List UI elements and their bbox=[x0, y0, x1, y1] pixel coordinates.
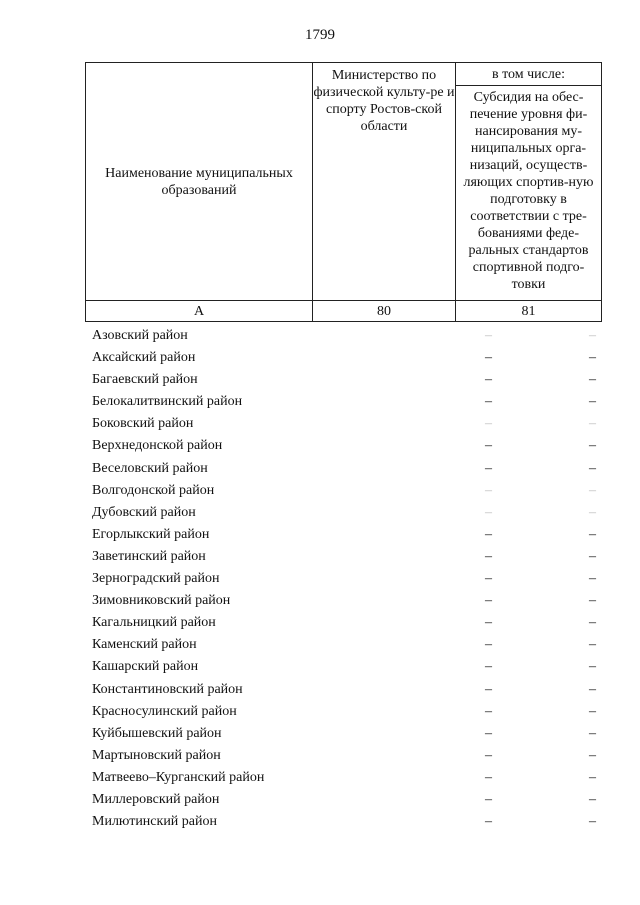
ministry-value: – bbox=[485, 659, 492, 675]
ministry-value: – bbox=[485, 703, 492, 719]
subsidy-value: – bbox=[589, 372, 596, 388]
table-row bbox=[0, 568, 640, 590]
municipality-name: Мартыновский район bbox=[92, 747, 221, 763]
subsidy-value: – bbox=[589, 593, 596, 609]
ministry-value: – bbox=[485, 460, 492, 476]
subsidy-value: – bbox=[589, 526, 596, 542]
subsidy-value: – bbox=[589, 460, 596, 476]
subsidy-value: – bbox=[589, 571, 596, 587]
ministry-value: – bbox=[485, 814, 492, 830]
municipality-name: Миллеровский район bbox=[92, 791, 220, 807]
subsidy-value: – bbox=[589, 328, 596, 343]
table-row bbox=[0, 347, 640, 369]
ministry-value: – bbox=[485, 526, 492, 542]
header-including: в том числе: bbox=[456, 63, 602, 86]
table-row bbox=[0, 701, 640, 723]
table-row bbox=[0, 634, 640, 656]
table-row bbox=[0, 524, 640, 546]
subsidy-value: – bbox=[589, 504, 596, 520]
ministry-value: – bbox=[485, 593, 492, 609]
subsidy-value: – bbox=[589, 438, 596, 454]
ministry-value: – bbox=[485, 571, 492, 587]
ministry-value: – bbox=[485, 372, 492, 388]
subsidy-value: – bbox=[589, 416, 596, 432]
header-ministry: Министерство по физической культу-ре и спорту Ростов-ской области bbox=[313, 63, 456, 301]
municipality-name: Егорлыкский район bbox=[92, 526, 210, 542]
municipality-name: Аксайский район bbox=[92, 350, 196, 366]
table-row bbox=[0, 723, 640, 745]
municipality-name: Багаевский район bbox=[92, 372, 198, 388]
subsidy-value: – bbox=[589, 814, 596, 830]
municipality-name: Зимовниковский район bbox=[92, 593, 231, 609]
index-cell-a: А bbox=[86, 301, 313, 322]
page-number: 1799 bbox=[305, 27, 335, 43]
ministry-value: – bbox=[485, 769, 492, 785]
table-row bbox=[0, 789, 640, 811]
index-cell-81: 81 bbox=[456, 301, 602, 322]
municipality-name: Кашарский район bbox=[92, 659, 199, 675]
ministry-value: – bbox=[485, 791, 492, 807]
table-row bbox=[0, 546, 640, 568]
subsidy-value: – bbox=[589, 637, 596, 653]
municipality-name: Веселовский район bbox=[92, 460, 208, 476]
ministry-value: – bbox=[485, 548, 492, 564]
municipality-list bbox=[0, 325, 640, 833]
table-row bbox=[0, 369, 640, 391]
ministry-value: – bbox=[485, 394, 492, 410]
subsidy-value: – bbox=[589, 747, 596, 763]
municipality-name: Каменский район bbox=[92, 637, 197, 653]
table-row bbox=[0, 656, 640, 678]
municipality-name: Кагальницкий район bbox=[92, 615, 216, 631]
municipality-name: Верхнедонской район bbox=[92, 438, 223, 454]
municipality-name: Азовский район bbox=[92, 328, 188, 343]
table-row bbox=[0, 480, 640, 502]
table-row bbox=[0, 325, 640, 347]
municipality-name: Боковский район bbox=[92, 416, 194, 432]
subsidy-value: – bbox=[589, 548, 596, 564]
table-row bbox=[0, 767, 640, 789]
ministry-value: – bbox=[485, 681, 492, 697]
municipality-name: Заветинский район bbox=[92, 548, 206, 564]
index-cell-80: 80 bbox=[313, 301, 456, 322]
table-row bbox=[0, 413, 640, 435]
header-municipality-name: Наименование муниципальных образований bbox=[86, 63, 313, 301]
table-row bbox=[0, 458, 640, 480]
ministry-value: – bbox=[485, 747, 492, 763]
table-row bbox=[0, 745, 640, 767]
table-row bbox=[0, 435, 640, 457]
subsidy-value: – bbox=[589, 681, 596, 697]
ministry-value: – bbox=[485, 350, 492, 366]
subsidy-value: – bbox=[589, 482, 596, 498]
municipality-name: Куйбышевский район bbox=[92, 725, 222, 741]
municipality-name: Зерноградский район bbox=[92, 571, 220, 587]
table-row bbox=[0, 811, 640, 833]
table-row bbox=[0, 590, 640, 612]
ministry-value: – bbox=[485, 328, 492, 343]
subsidy-value: – bbox=[589, 791, 596, 807]
table-row bbox=[0, 502, 640, 524]
subsidy-value: – bbox=[589, 659, 596, 675]
ministry-value: – bbox=[485, 615, 492, 631]
ministry-value: – bbox=[485, 416, 492, 432]
ministry-value: – bbox=[485, 482, 492, 498]
municipality-name: Милютинский район bbox=[92, 814, 218, 830]
municipality-name: Волгодонской район bbox=[92, 482, 215, 498]
subsidy-value: – bbox=[589, 394, 596, 410]
ministry-value: – bbox=[485, 504, 492, 520]
table-row bbox=[0, 612, 640, 634]
table-header bbox=[85, 62, 602, 322]
subsidy-value: – bbox=[589, 725, 596, 741]
ministry-value: – bbox=[485, 438, 492, 454]
municipality-name: Константиновский район bbox=[92, 681, 243, 697]
ministry-value: – bbox=[485, 725, 492, 741]
table-row bbox=[0, 391, 640, 413]
subsidy-value: – bbox=[589, 769, 596, 785]
subsidy-value: – bbox=[589, 703, 596, 719]
municipality-name: Матвеево–Курганский район bbox=[92, 769, 265, 785]
subsidy-value: – bbox=[589, 350, 596, 366]
table-row bbox=[0, 679, 640, 701]
subsidy-value: – bbox=[589, 615, 596, 631]
header-subsidy: Субсидия на обес-печение уровня фи-нансирования му-ниципальных орга-низаций, осуществ-ляющих спортив-ную подготовку в соответствии с тре-бованиями феде-ральных стандартов спортивной подго-товки bbox=[456, 86, 602, 301]
ministry-value: – bbox=[485, 637, 492, 653]
municipality-name: Красносулинский район bbox=[92, 703, 237, 719]
municipality-name: Белокалитвинский район bbox=[92, 394, 243, 410]
municipality-name: Дубовский район bbox=[92, 504, 196, 520]
